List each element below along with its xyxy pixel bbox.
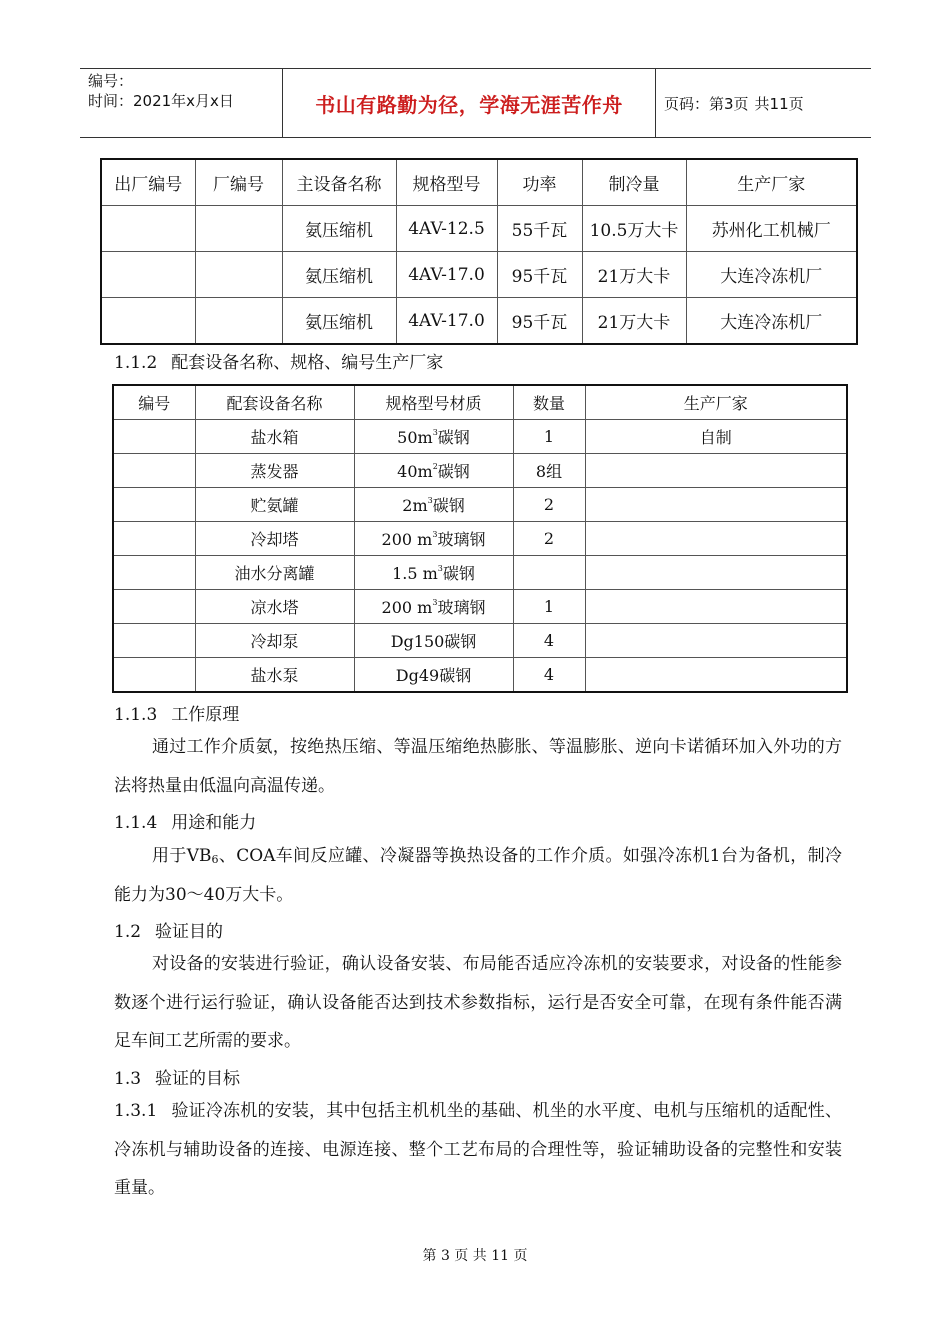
table-cell: 95千瓦 (497, 252, 582, 298)
table-cell (354, 420, 513, 454)
spec-value: 200 m (381, 598, 433, 617)
table-cell (513, 556, 585, 590)
table-cell (354, 556, 513, 590)
main-equipment-table (100, 158, 858, 345)
table-row (101, 206, 857, 252)
section-title: 验证目的 (155, 922, 224, 942)
spec-material: 碳钢 (432, 496, 465, 515)
header-page-info (656, 69, 871, 137)
table-cell: 氨压缩机 (282, 252, 396, 298)
table-cell (585, 556, 847, 590)
table-cell: 2 (513, 522, 585, 556)
table-cell (113, 658, 195, 693)
table-cell: 氨压缩机 (282, 298, 396, 345)
section-title: 用途和能力 (171, 813, 257, 833)
table-cell: 55千瓦 (497, 206, 582, 252)
table-row (113, 488, 847, 522)
table-cell: 10.5万大卡 (582, 206, 686, 252)
table-cell (113, 454, 195, 488)
spec-value: Dg49 (395, 666, 440, 685)
header-motto-cell (282, 69, 656, 137)
table-header-row (101, 159, 857, 206)
table-row (113, 556, 847, 590)
spec-superscript: 2 (432, 462, 438, 471)
table-cell: 8组 (513, 454, 585, 488)
table-cell: 4AV-17.0 (396, 252, 497, 298)
table-cell: 凉水塔 (195, 590, 354, 624)
spec-superscript: 3 (432, 530, 438, 539)
table-header-row (113, 385, 847, 420)
section-number: 1.1.4 (114, 813, 158, 833)
table-cell: 4 (513, 624, 585, 658)
spec-value: 40m (397, 462, 433, 481)
spec-value: 200 m (381, 530, 433, 549)
column-header: 规格型号材质 (354, 385, 513, 420)
page-footer: 第 3 页 共 11 页 (422, 1248, 528, 1264)
table-cell: 2 (513, 488, 585, 522)
table-cell (113, 420, 195, 454)
column-header: 数量 (513, 385, 585, 420)
spec-material: 碳钢 (437, 428, 470, 447)
subscript: 6 (211, 853, 219, 866)
table-cell (195, 252, 282, 298)
table-cell (585, 658, 847, 693)
section-title: 验证的目标 (155, 1069, 241, 1089)
table-row (113, 658, 847, 693)
column-header: 主设备名称 (282, 159, 396, 206)
table-row (113, 420, 847, 454)
section-number: 1.3.1 (114, 1101, 158, 1121)
table-cell: 4AV-12.5 (396, 206, 497, 252)
spec-material: 碳钢 (437, 462, 470, 481)
paragraph-1-3-1 (114, 1092, 842, 1208)
table-cell (354, 454, 513, 488)
table-cell (113, 556, 195, 590)
table-row (113, 590, 847, 624)
section-heading-1-1-2 (114, 348, 443, 373)
table-cell: 21万大卡 (582, 252, 686, 298)
column-header: 配套设备名称 (195, 385, 354, 420)
table-cell: 氨压缩机 (282, 206, 396, 252)
table-cell: 1 (513, 590, 585, 624)
table-cell: 21万大卡 (582, 298, 686, 345)
table-cell (354, 658, 513, 693)
column-header: 制冷量 (582, 159, 686, 206)
paragraph-validation-purpose: 对设备的安装进行验证，确认设备安装、布局能否适应冷冻机的安装要求，对设备的性能参数逐个进行运行验证，确认设备能否达到技术参数指标，运行是否安全可靠，在现有条件能否满足车间工艺所需的要求。 (114, 954, 842, 1051)
auxiliary-equipment-table (112, 384, 848, 693)
table-cell: 盐水泵 (195, 658, 354, 693)
table-cell: 苏州化工机械厂 (686, 206, 857, 252)
spec-value: Dg150 (390, 632, 445, 651)
table-cell: 4AV-17.0 (396, 298, 497, 345)
header-page-number: 页码：第3页 (664, 94, 749, 113)
section-title: 配套设备名称、规格、编号生产厂家 (171, 353, 444, 373)
header-meta (80, 69, 282, 137)
table-cell: 1 (513, 420, 585, 454)
section-number: 1.2 (114, 922, 142, 942)
spec-material: 碳钢 (442, 564, 475, 583)
table-cell (101, 298, 195, 345)
section-number: 1.3 (114, 1069, 142, 1089)
section-heading-1-1-3 (114, 700, 239, 725)
table-cell (585, 454, 847, 488)
table-cell (585, 522, 847, 556)
spec-value: 50m (397, 428, 433, 447)
table-cell: 4 (513, 658, 585, 693)
table-cell: 油水分离罐 (195, 556, 354, 590)
paragraph-working-principle: 通过工作介质氨，按绝热压缩、等温压缩绝热膨胀、等温膨胀、逆向卡诺循环加入外功的方法将热量由低温向高温传递。 (114, 737, 842, 796)
table-row (101, 252, 857, 298)
table-cell: 贮氨罐 (195, 488, 354, 522)
table-cell: 蒸发器 (195, 454, 354, 488)
table-row (101, 298, 857, 345)
table-cell (113, 624, 195, 658)
table-cell (113, 488, 195, 522)
column-header: 出厂编号 (101, 159, 195, 206)
table-cell: 大连冷冻机厂 (686, 252, 857, 298)
document-number-label: 编号： (88, 72, 134, 90)
table-cell (354, 488, 513, 522)
spec-material: 玻璃钢 (437, 530, 486, 549)
paragraph-text: 、COA车间反应罐、冷凝器等换热设备的工作介质。如强冷冻机1台为备机，制冷能力为30～40万大卡。 (114, 846, 842, 905)
section-heading-1-1-4 (114, 808, 256, 833)
page-header (80, 68, 871, 138)
table-cell (585, 488, 847, 522)
section-heading-1-3 (114, 1064, 240, 1089)
table-cell: 盐水箱 (195, 420, 354, 454)
table-cell (113, 590, 195, 624)
spec-material: 碳钢 (444, 632, 477, 651)
table-cell: 大连冷冻机厂 (686, 298, 857, 345)
column-header: 编号 (113, 385, 195, 420)
spec-superscript: 3 (437, 564, 443, 573)
spec-value: 1.5 m (392, 564, 438, 583)
section-number: 1.1.3 (114, 705, 158, 725)
spec-superscript: 3 (432, 598, 438, 607)
header-motto: 书山有路勤为径，学海无涯苦作舟 (315, 92, 623, 117)
table-cell: 自制 (585, 420, 847, 454)
section-title: 工作原理 (171, 705, 240, 725)
table-cell (354, 624, 513, 658)
column-header: 厂编号 (195, 159, 282, 206)
paragraph-text: 验证冷冻机的安装，其中包括主机机坐的基础、机坐的水平度、电机与压缩机的适配性、冷冻机与辅助设备的连接、电源连接、整个工艺布局的合理性等，验证辅助设备的完整性和安装重量。 (114, 1101, 842, 1198)
spec-value: 2m (402, 496, 428, 515)
spec-material: 碳钢 (439, 666, 472, 685)
column-header: 生产厂家 (686, 159, 857, 206)
spec-material: 玻璃钢 (437, 598, 486, 617)
table-cell: 95千瓦 (497, 298, 582, 345)
section-heading-1-2 (114, 917, 223, 942)
spec-superscript: 3 (427, 496, 433, 505)
document-time-label: 时间：2021年x月x日 (88, 92, 234, 110)
table-cell (585, 624, 847, 658)
column-header: 功率 (497, 159, 582, 206)
table-cell (113, 522, 195, 556)
table-row (113, 624, 847, 658)
header-total-pages: 共11页 (754, 94, 804, 113)
table-cell (585, 590, 847, 624)
column-header: 生产厂家 (585, 385, 847, 420)
table-cell (101, 206, 195, 252)
table-cell (354, 522, 513, 556)
table-row (113, 454, 847, 488)
table-cell: 冷却泵 (195, 624, 354, 658)
paragraph-usage-capacity (114, 837, 842, 914)
column-header: 规格型号 (396, 159, 497, 206)
table-cell (195, 298, 282, 345)
table-cell (101, 252, 195, 298)
paragraph-text: 用于VB (152, 846, 212, 866)
table-cell (195, 206, 282, 252)
spec-superscript: 3 (432, 428, 438, 437)
table-cell: 冷却塔 (195, 522, 354, 556)
table-row (113, 522, 847, 556)
section-number: 1.1.2 (114, 353, 158, 373)
table-cell (354, 590, 513, 624)
